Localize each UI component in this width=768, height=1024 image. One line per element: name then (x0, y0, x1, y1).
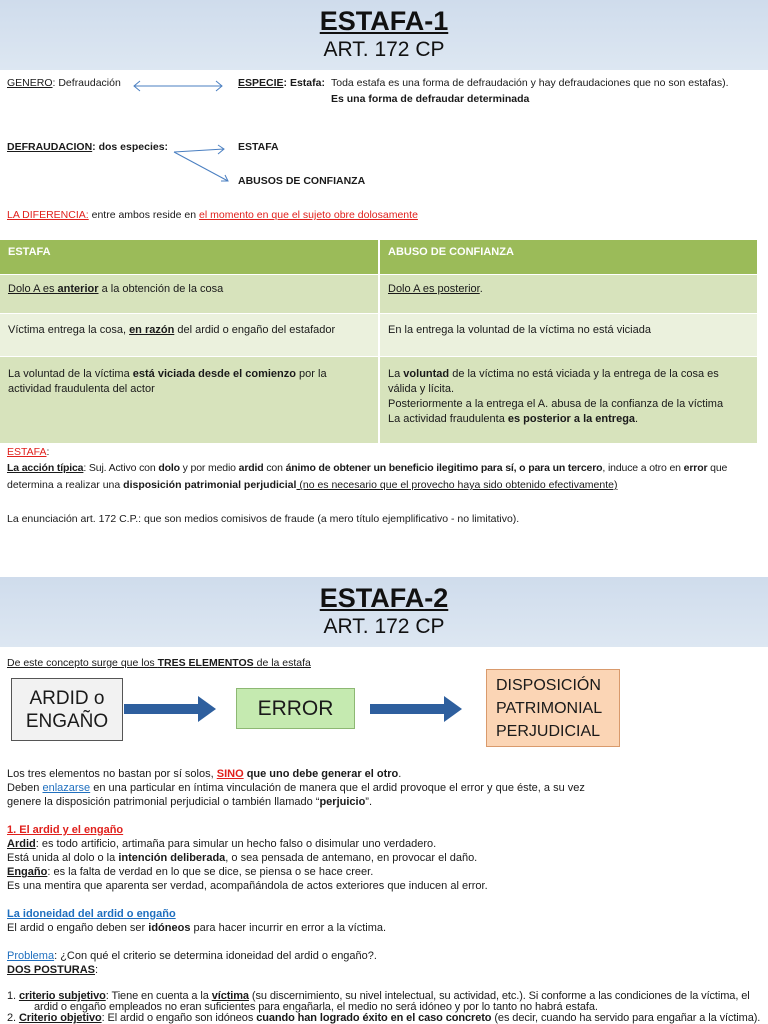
para-text: Está unida al dolo o la (7, 852, 119, 864)
table-row (0, 314, 757, 357)
problema-paragraph (7, 949, 377, 977)
posturas-label: DOS POSTURAS (7, 964, 96, 976)
cell-text: actividad fraudulenta del actor (8, 383, 155, 395)
accion-paren: (no es necesario que el provecho haya sido obtenido efectivamente) (296, 479, 618, 491)
criterio-subjetivo-label: criterio subjetivo (18, 990, 106, 1002)
intro-bold: TRES ELEMENTOS (157, 657, 254, 669)
para-text: : es todo artificio, artimaña para simular un hecho falso o disimular uno verdadero. (35, 838, 437, 850)
para-text: : (95, 964, 99, 976)
ardid-paragraph (7, 837, 488, 893)
diferencia-text: entre ambos reside en (88, 209, 200, 221)
cell-text: . (479, 283, 483, 295)
branch-arrows-icon (174, 145, 234, 187)
accion-error: error (683, 462, 708, 474)
table-header-row (0, 240, 757, 275)
intro-text: De este concepto surge que los (7, 657, 158, 669)
ardid-box-line1: ARDID o (29, 687, 105, 709)
cell-text: . (635, 413, 639, 425)
slide1-header (0, 0, 768, 70)
cell-text: válida y lícita. (388, 383, 455, 395)
heading-ardid-engano: 1. El ardid y el engaño (7, 824, 124, 836)
accion-animo: ánimo de obtener un beneficio ilegitimo para sí, o para un tercero (285, 462, 603, 474)
accion-text: que (707, 462, 728, 474)
criterio-list (7, 991, 760, 1024)
slide2-subtitle: ART. 172 CP (323, 615, 445, 638)
cell-bold: anterior (57, 283, 99, 295)
para-text: en una particular en íntima vinculación de manera que el ardid provoque el error y que éste, a su vez (90, 782, 585, 794)
cell-bold: es posterior a la entrega (507, 413, 636, 425)
para-text: genere la disposición patrimonial perjudicial o también llamado “ (7, 796, 320, 808)
especie-estafa: ESTAFA (238, 141, 279, 153)
list-num: 2. (7, 1012, 19, 1024)
list-num: 1. (7, 990, 19, 1002)
table-cell (379, 275, 757, 314)
defraudacion-line (7, 141, 168, 153)
table-cell (0, 275, 379, 314)
accion-dolo: dolo (158, 462, 180, 474)
victima-bold: víctima (211, 990, 249, 1002)
ardid-box-line2: ENGAÑO (25, 710, 109, 732)
accion-text: con (263, 462, 286, 474)
engano-label: Engaño (7, 866, 48, 878)
table-row (0, 275, 757, 314)
table-cell (0, 314, 379, 357)
accion-text: determina a realizar una (7, 479, 124, 491)
cell-text: En la entrega la voluntad de la víctima no está viciada (388, 324, 651, 336)
cell-text: Posteriormente a la entrega el A. abusa de la confianza de la víctima (388, 398, 724, 410)
para-text: ardid o engaño empleados no eran suficientes para engañarla, el medio no será idóneo y por lo tanto no habrá estafa. (34, 1001, 598, 1013)
accion-line-1 (7, 462, 727, 474)
problema-label: Problema (7, 950, 55, 962)
criterio-objetivo-label: Criterio objetivo (18, 1012, 102, 1024)
flow-arrow-icon (370, 696, 464, 722)
intro-text: de la estafa (253, 657, 311, 669)
para-text: , o sea pensada de antemano, en provocar el daño. (225, 852, 478, 864)
idoneidad-paragraph (7, 921, 386, 935)
para-text: : El ardid o engaño son idóneos (101, 1012, 257, 1024)
accion-text: y por medio (179, 462, 239, 474)
cell-text: La (388, 368, 404, 380)
para-bold: intención deliberada (118, 852, 226, 864)
slide1-subtitle: ART. 172 CP (323, 38, 445, 61)
table-header-estafa: ESTAFA (0, 240, 379, 275)
heading-idoneidad: La idoneidad del ardid o engaño (7, 908, 176, 920)
para-text: (su discernimiento, su nivel intelectual, su actividad, etc.). Si conforme a las condiciones de la víctima, el (248, 990, 750, 1002)
genero-value: : Defraudación (52, 77, 121, 89)
slide2-header (0, 577, 768, 647)
error-box (236, 688, 355, 729)
perjuicio-bold: perjuicio (319, 796, 366, 808)
cell-text: por la (296, 368, 327, 380)
especie-value: : Estafa: (283, 77, 325, 89)
genero-label: GENERO (7, 77, 53, 89)
flow-arrow-icon (124, 696, 218, 722)
cell-text: Víctima entrega la cosa, (8, 324, 130, 336)
defraudacion-value: : dos especies: (92, 141, 169, 153)
slide1-title: ESTAFA-1 (319, 6, 449, 36)
cell-text: Dolo A es (8, 283, 58, 295)
diferencia-em: el momento en que el sujeto obre dolosamente (199, 209, 418, 221)
disposicion-box (486, 669, 620, 747)
para-text: : Tiene en cuenta a la (105, 990, 212, 1002)
diferencia-line (7, 209, 418, 221)
disposicion-line3: PERJUDICIAL (496, 722, 601, 740)
enunciacion-text: La enunciación art. 172 C.P.: que son medios comisivos de fraude (a mero título ejemplificativo - no limitativo). (7, 513, 520, 525)
para-bold: cuando han logrado éxito en el caso concreto (256, 1012, 492, 1024)
disposicion-line1: DISPOSICIÓN (496, 676, 601, 694)
para-bold: idóneos (148, 922, 191, 934)
para-text: Deben (7, 782, 43, 794)
enlazarse-link[interactable]: enlazarse (42, 782, 91, 794)
error-box-label: ERROR (257, 696, 334, 720)
estafa-label: ESTAFA (7, 446, 47, 458)
cell-text: de la víctima no está viciada y la entrega de la cosa es (449, 368, 719, 380)
table-cell (379, 314, 757, 357)
cell-bold: en razón (129, 324, 175, 336)
para-text: ”. (365, 796, 373, 808)
diferencia-label: LA DIFERENCIA: (7, 209, 89, 221)
sino-text: SINO (216, 768, 244, 780)
ardid-label: Ardid (7, 838, 36, 850)
para-text: Los tres elementos no bastan por sí solos, (7, 768, 217, 780)
cell-text: Dolo A es posterior (388, 283, 480, 295)
accion-text: : Suj. Activo con (83, 462, 159, 474)
estafa-heading (7, 446, 49, 458)
accion-disposicion: disposición patrimonial perjudicial (123, 479, 297, 491)
accion-label: La acción típica (7, 462, 84, 474)
para-text: . (398, 768, 402, 780)
disposicion-line2: PATRIMONIAL (496, 699, 603, 717)
cell-bold: está viciada desde el comienzo (132, 368, 296, 380)
accion-ardid: ardid (238, 462, 264, 474)
intro-line (7, 657, 311, 669)
cell-text: a la obtención de la cosa (98, 283, 224, 295)
para-text: : es la falta de verdad en lo que se dice, se piensa o se hace creer. (47, 866, 374, 878)
para-text: El ardid o engaño deben ser (7, 922, 149, 934)
double-arrow-icon (132, 80, 224, 92)
cell-bold: voluntad (403, 368, 450, 380)
table-cell (379, 357, 757, 444)
especie-desc-1: Toda estafa es una forma de defraudación y hay defraudaciones que no son estafas). (331, 77, 729, 89)
genero-line (7, 77, 121, 89)
para-text: (es decir, cuando ha servido para engañar a la víctima). (491, 1012, 761, 1024)
cell-text: La actividad fraudulenta (388, 413, 508, 425)
para-text: para hacer incurrir en error a la víctima. (190, 922, 387, 934)
defraudacion-label: DEFRAUDACION (7, 141, 93, 153)
elements-paragraph (7, 767, 585, 809)
slide-estafa-2 (0, 577, 768, 1024)
cell-text: del ardid o engaño del estafador (174, 324, 336, 336)
accion-line-2 (7, 479, 617, 491)
para-text: : ¿Con qué el criterio se determina idoneidad del ardid o engaño?. (54, 950, 377, 962)
comparison-table (0, 240, 757, 444)
slide2-title: ESTAFA-2 (319, 583, 449, 613)
table-cell (0, 357, 379, 444)
cell-text: La voluntad de la víctima (8, 368, 133, 380)
especie-desc-2: Es una forma de defraudar determinada (331, 93, 530, 105)
especie-line (238, 77, 325, 89)
ardid-box (11, 678, 123, 741)
especie-abusos: ABUSOS DE CONFIANZA (238, 175, 366, 187)
table-header-abuso: ABUSO DE CONFIANZA (379, 240, 757, 275)
estafa-colon: : (46, 446, 50, 458)
para-bold: que uno debe generar el otro (243, 768, 399, 780)
para-text: Es una mentira que aparenta ser verdad, acompañándola de actos exteriores que inducen al error. (7, 880, 488, 892)
especie-label: ESPECIE (238, 77, 284, 89)
table-row (0, 357, 757, 444)
accion-text: , induce a otro en (602, 462, 684, 474)
